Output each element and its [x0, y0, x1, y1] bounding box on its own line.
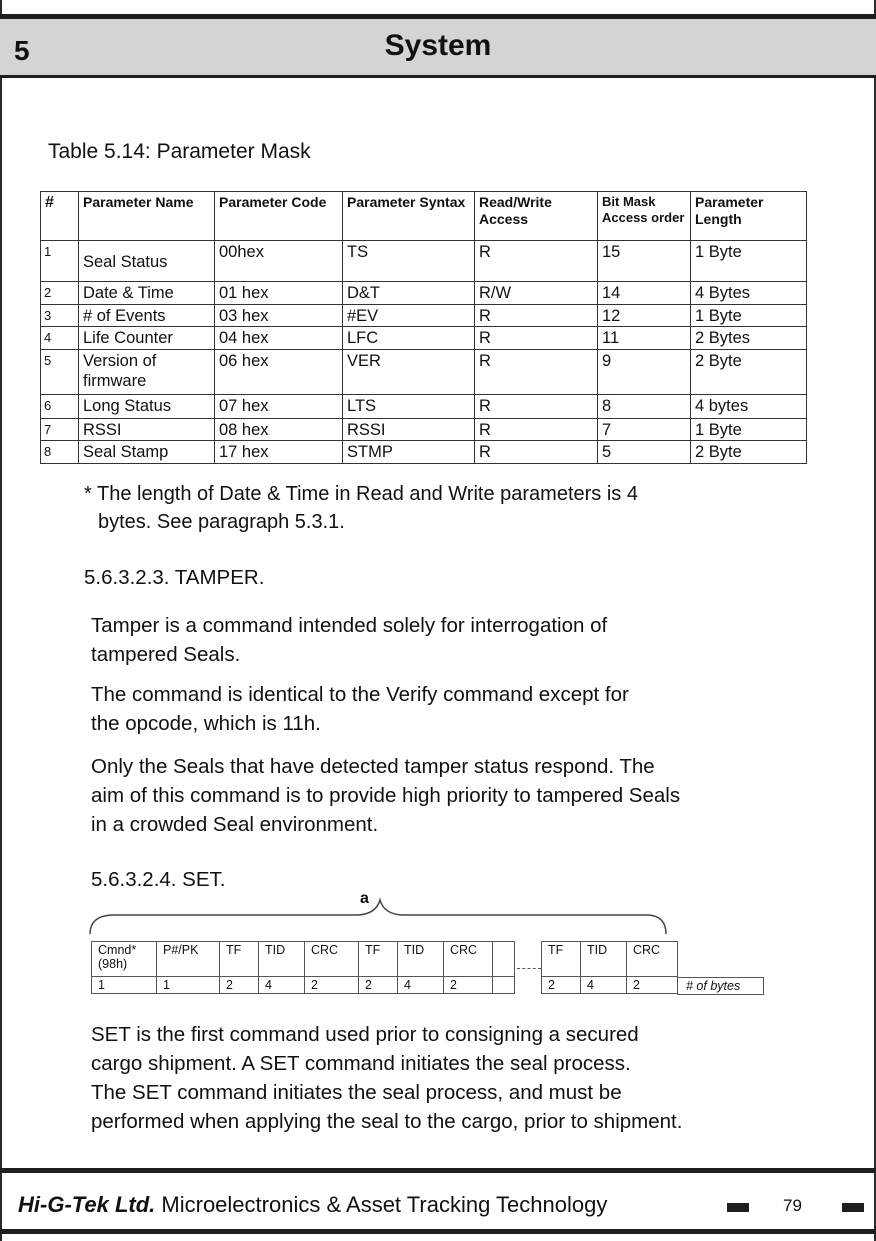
table-row: [41, 282, 807, 305]
header-cell: Bit Mask Access order: [598, 192, 691, 241]
format-bytes: 2: [444, 977, 493, 994]
footer-divider: [0, 1168, 876, 1173]
parameter-name: # of Events: [79, 305, 215, 327]
format-bytes: 4: [259, 977, 305, 994]
table-row: [41, 395, 807, 419]
row-number: 6: [41, 395, 79, 419]
text-line: Tamper is a command intended solely for interrogation of: [91, 614, 608, 637]
table-header-row: [41, 192, 807, 241]
parameter-name: [79, 241, 215, 282]
parameter-syntax: LTS: [343, 395, 475, 419]
row-number: 3: [41, 305, 79, 327]
footer-decoration: [727, 1203, 749, 1212]
format-bytes: 1: [157, 977, 220, 994]
format-bytes: [493, 977, 515, 994]
parameter-length: 2 Byte: [691, 441, 807, 464]
format-bytes: 2: [627, 977, 678, 994]
bytes-label: # of bytes: [677, 977, 764, 995]
text-line: in a crowded Seal environment.: [91, 813, 379, 836]
parameter-syntax: LFC: [343, 327, 475, 350]
parameter-code: 07 hex: [215, 395, 343, 419]
parameter-code: 04 hex: [215, 327, 343, 350]
row-number: 5: [41, 350, 79, 395]
text-line: aim of this command is to provide high priority to tampered Seals: [91, 784, 681, 807]
header-cell: #: [41, 192, 79, 241]
set-paragraph: [91, 1020, 682, 1136]
format-bytes: 2: [305, 977, 359, 994]
header-cell: Parameter Name: [79, 192, 215, 241]
parameter-syntax: STMP: [343, 441, 475, 464]
format-bytes: 2: [542, 977, 581, 994]
parameter-length: 2 Byte: [691, 350, 807, 395]
bit-mask-order: 8: [598, 395, 691, 419]
format-bytes: 2: [220, 977, 259, 994]
brace-label: a: [360, 890, 369, 907]
table-row: [41, 441, 807, 464]
parameter-name-text: Seal Status: [83, 253, 168, 271]
format-field: TF: [220, 942, 259, 977]
format-bytes: 4: [398, 977, 444, 994]
format-bytes: 1: [92, 977, 157, 994]
footer-decoration: [842, 1203, 864, 1212]
table-caption: Table 5.14: Parameter Mask: [48, 140, 311, 163]
header-cell: Read/Write Access: [475, 192, 598, 241]
repeat-ellipsis-line: [517, 968, 541, 969]
parameter-code: 00hex: [215, 241, 343, 282]
text-line: the opcode, which is 11h.: [91, 712, 321, 735]
parameter-code: 06 hex: [215, 350, 343, 395]
footer-divider: [0, 1229, 876, 1234]
parameter-name: Long Status: [79, 395, 215, 419]
access: R: [475, 395, 598, 419]
row-number: 8: [41, 441, 79, 464]
table-row: [41, 419, 807, 441]
chapter-title: System: [384, 29, 492, 62]
access: R: [475, 327, 598, 350]
access: R: [475, 305, 598, 327]
text-line: The command is identical to the Verify command except for: [91, 683, 629, 706]
field-group-brace: [88, 890, 688, 940]
parameter-syntax: VER: [343, 350, 475, 395]
parameter-length: 2 Bytes: [691, 327, 807, 350]
format-field: CRC: [444, 942, 493, 977]
bit-mask-order: 9: [598, 350, 691, 395]
header-cell: Parameter Syntax: [343, 192, 475, 241]
format-bytes: 4: [581, 977, 627, 994]
row-number: 2: [41, 282, 79, 305]
bit-mask-order: 11: [598, 327, 691, 350]
tamper-paragraph: [91, 752, 680, 839]
set-command-format-tail: [541, 941, 678, 994]
format-field: TID: [398, 942, 444, 977]
header-cell: Parameter Length: [691, 192, 807, 241]
parameter-mask-table: [40, 191, 807, 464]
access: R: [475, 241, 598, 282]
parameter-length: 1 Byte: [691, 305, 807, 327]
access: R: [475, 441, 598, 464]
parameter-syntax: #EV: [343, 305, 475, 327]
tamper-paragraph: [91, 611, 607, 669]
bit-mask-order: 5: [598, 441, 691, 464]
header-cell: Parameter Code: [215, 192, 343, 241]
tamper-paragraph: [91, 680, 629, 738]
format-field: TF: [359, 942, 398, 977]
parameter-length: 4 Bytes: [691, 282, 807, 305]
text-line: tampered Seals.: [91, 643, 241, 666]
text-line: The SET command initiates the seal process, and must be: [91, 1081, 622, 1104]
parameter-length: 1 Byte: [691, 241, 807, 282]
format-field: Cmnd* (98h): [92, 942, 157, 977]
text-line: performed when applying the seal to the cargo, prior to shipment.: [91, 1110, 683, 1133]
access: R: [475, 419, 598, 441]
parameter-name: Version of firmware: [79, 350, 215, 395]
footnote-line: bytes. See paragraph 5.3.1.: [98, 511, 345, 533]
format-field: TF: [542, 942, 581, 977]
row-number: 7: [41, 419, 79, 441]
chapter-number: 5: [14, 35, 30, 66]
table-row: [41, 327, 807, 350]
chapter-header: [0, 14, 876, 78]
format-field: CRC: [627, 942, 678, 977]
company-tagline: Microelectronics & Asset Tracking Technology: [155, 1192, 608, 1217]
footnote-line: * The length of Date & Time in Read and Write parameters is 4: [84, 483, 638, 505]
text-line: Only the Seals that have detected tamper status respond. The: [91, 755, 655, 778]
parameter-name: Life Counter: [79, 327, 215, 350]
access: R/W: [475, 282, 598, 305]
parameter-code: 01 hex: [215, 282, 343, 305]
format-field: P#/PK: [157, 942, 220, 977]
parameter-code: 08 hex: [215, 419, 343, 441]
bit-mask-order: 15: [598, 241, 691, 282]
format-field: CRC: [305, 942, 359, 977]
bit-mask-order: 7: [598, 419, 691, 441]
table-footnote: [84, 480, 638, 536]
company-name: Hi-G-Tek Ltd.: [18, 1192, 156, 1217]
parameter-length: 4 bytes: [691, 395, 807, 419]
parameter-syntax: D&T: [343, 282, 475, 305]
parameter-length: 1 Byte: [691, 419, 807, 441]
format-field: TID: [259, 942, 305, 977]
parameter-code: 03 hex: [215, 305, 343, 327]
format-bytes: 2: [359, 977, 398, 994]
format-field: TID: [581, 942, 627, 977]
page-number: 79: [783, 1196, 802, 1215]
table-row: [41, 350, 807, 395]
tamper-heading: 5.6.3.2.3. TAMPER.: [84, 566, 265, 589]
footer: [18, 1192, 607, 1218]
parameter-code: 17 hex: [215, 441, 343, 464]
parameter-syntax: TS: [343, 241, 475, 282]
parameter-name: Date & Time: [79, 282, 215, 305]
text-line: cargo shipment. A SET command initiates the seal process.: [91, 1052, 631, 1075]
bit-mask-order: 14: [598, 282, 691, 305]
set-command-format: [91, 941, 515, 994]
parameter-name: RSSI: [79, 419, 215, 441]
access: R: [475, 350, 598, 395]
table-row: [41, 241, 807, 282]
set-heading: 5.6.3.2.4. SET.: [91, 868, 226, 891]
parameter-syntax: RSSI: [343, 419, 475, 441]
row-number: 4: [41, 327, 79, 350]
format-field: [493, 942, 515, 977]
parameter-name: Seal Stamp: [79, 441, 215, 464]
bit-mask-order: 12: [598, 305, 691, 327]
row-number: 1: [41, 241, 79, 282]
table-row: [41, 305, 807, 327]
text-line: SET is the first command used prior to consigning a secured: [91, 1023, 639, 1046]
